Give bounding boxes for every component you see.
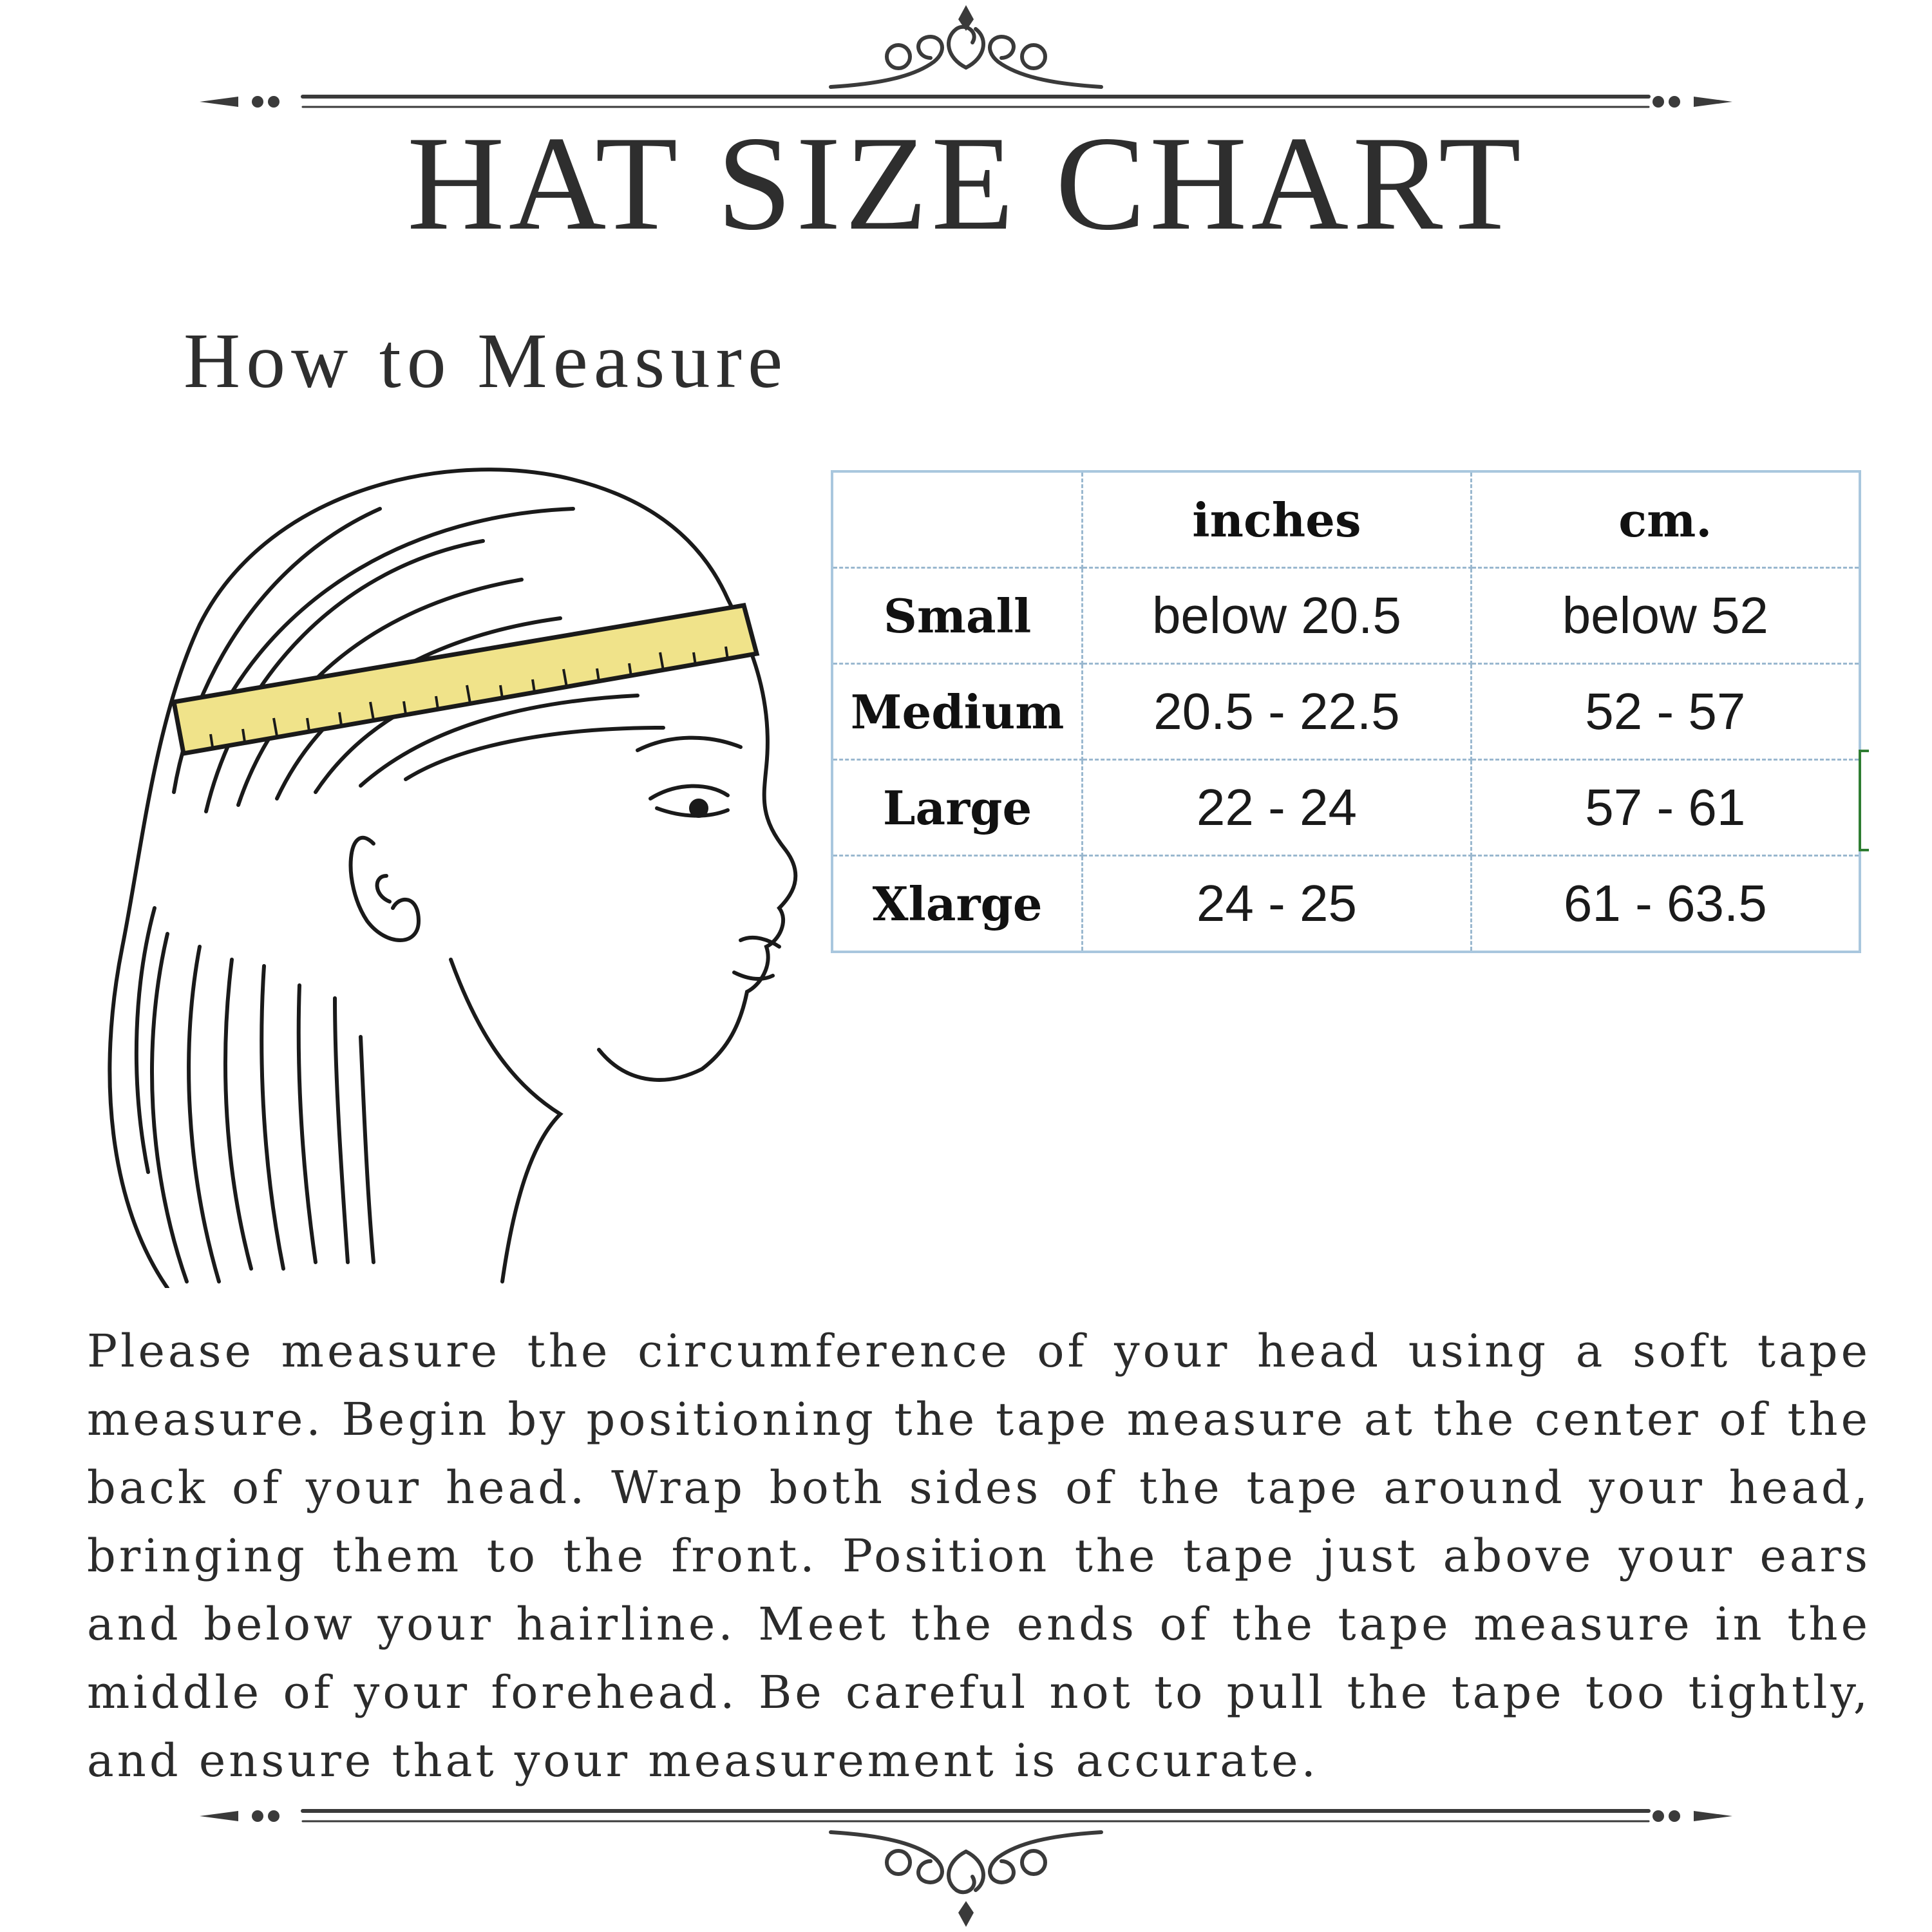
cell-selection-marker: [1859, 750, 1869, 851]
inches-value: 24 - 25: [1083, 856, 1471, 952]
size-table: [831, 470, 1861, 953]
header-cm: cm.: [1471, 471, 1860, 568]
inches-value: 20.5 - 22.5: [1083, 664, 1471, 760]
table-row: [832, 664, 1860, 760]
table-row: [832, 760, 1860, 856]
measuring-instructions: Please measure the circumference of your head using a soft tape measure. Begin by positioning the tape measure at the center of the back of your head. Wrap both sides of the tape around your head, bringing them to the front. Position the tape just above your ears and below your hairline. Meet the ends of the tape measure in the middle of your forehead. Be careful not to pull the tape too tightly, and ensure that your measurement is accurate.: [87, 1325, 1871, 1787]
header-inches: inches: [1083, 471, 1471, 568]
section-heading: How to Measure: [184, 317, 789, 404]
bottom-ornament-divider: [0, 1777, 1932, 1932]
cm-value: 57 - 61: [1471, 760, 1860, 856]
inches-value: below 20.5: [1083, 568, 1471, 664]
table-row: [832, 856, 1860, 952]
size-label: Medium: [832, 664, 1083, 760]
cm-value: 52 - 57: [1471, 664, 1860, 760]
page-title: HAT SIZE CHART: [407, 109, 1525, 258]
size-label: Small: [832, 568, 1083, 664]
cm-value: 61 - 63.5: [1471, 856, 1860, 952]
table-row: [832, 568, 1860, 664]
table-header-row: [832, 471, 1860, 568]
header-empty: [832, 471, 1083, 568]
cm-value: below 52: [1471, 568, 1860, 664]
size-label: Large: [832, 760, 1083, 856]
measuring-tape: [174, 605, 757, 753]
inches-value: 22 - 24: [1083, 760, 1471, 856]
size-label: Xlarge: [832, 856, 1083, 952]
head-measurement-illustration: [71, 431, 811, 1288]
